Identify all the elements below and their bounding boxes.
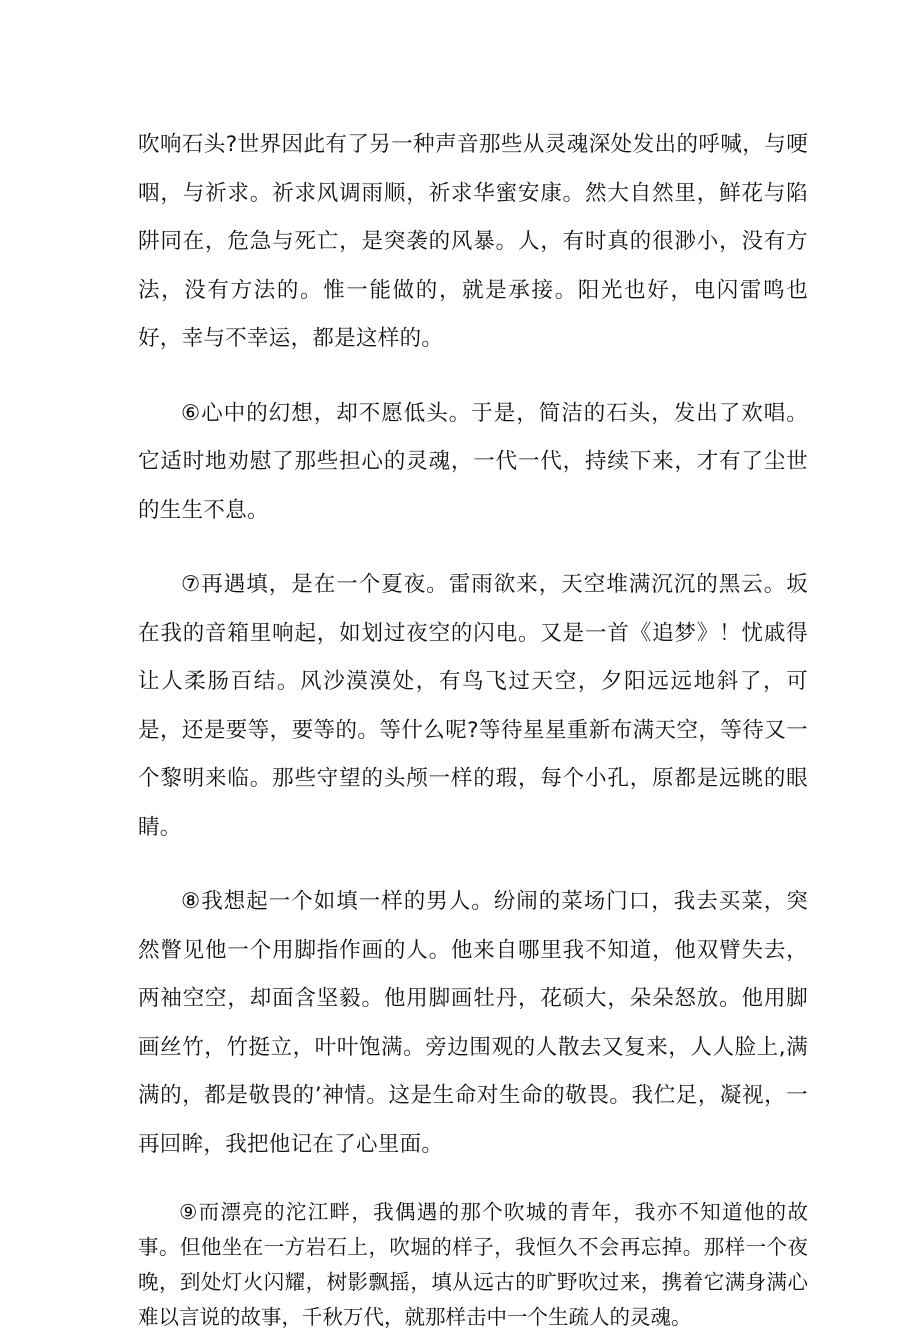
paragraph-continued: 吹响石头?世界因此有了另一种声音那些从灵魂深处发出的呼喊，与哽咽，与祈求。祈求风调雨顺，祈求华蜜安康。然大自然里，鲜花与陷阱同在，危急与死亡，是突袭的风暴。人，有时真的很渺小，没有方法，没有方法的。惟一能做的，就是承接。阳光也好，电闪雷鸣也好，幸与不幸运，都是这样的。	[138, 132, 808, 351]
paragraph-6: ⑥心中的幻想，却不愿低头。于是，简洁的石头，发出了欢唱。它适时地劝慰了那些担心的灵魂，一代一代，持续下来，才有了尘世的生生不息。	[138, 400, 808, 523]
paragraph-8: ⑧我想起一个如填一样的男人。纷闹的菜场门口，我去买菜，突然瞥见他一个用脚指作画的人。他来自哪里我不知道，他双臂失去，两袖空空，却面含坚毅。他用脚画牡丹，花硕大，朵朵怒放。他用脚画丝竹，竹挺立，叶叶饱满。旁边围观的人散去又复来，人人脸上,满满的，都是敬畏的’神情。这是生命对生命的敬畏。我伫足，凝视，一再回眸，我把他记在了心里面。	[138, 889, 808, 1157]
article-body	[138, 121, 808, 1335]
paragraph-9: ⑨而漂亮的沱江畔，我偶遇的那个吹城的青年，我亦不知道他的故事。但他坐在一方岩石上，吹堀的样子，我恒久不会再忘掉。那样一个夜晚，到处灯火闪耀，树影飘摇，填从远古的旷野吹过来，携着它满身满心难以言说的故事，千秋万代，就那样击中一个生疏人的灵魂。	[138, 1200, 808, 1329]
paragraph-7: ⑦再遇填，是在一个夏夜。雷雨欲来，天空堆满沉沉的黑云。坂在我的音箱里响起，如划过夜空的闪电。又是一首《追梦》！忧戚得让人柔肠百结。风沙漠漠处，有鸟飞过天空，夕阳远远地斜了，可是，还是要等，要等的。等什么呢?等待星星重新布满天空，等待又一个黎明来临。那些守望的头颅一样的瑕，每个小孔，原都是远眺的眼睛。	[138, 572, 808, 840]
